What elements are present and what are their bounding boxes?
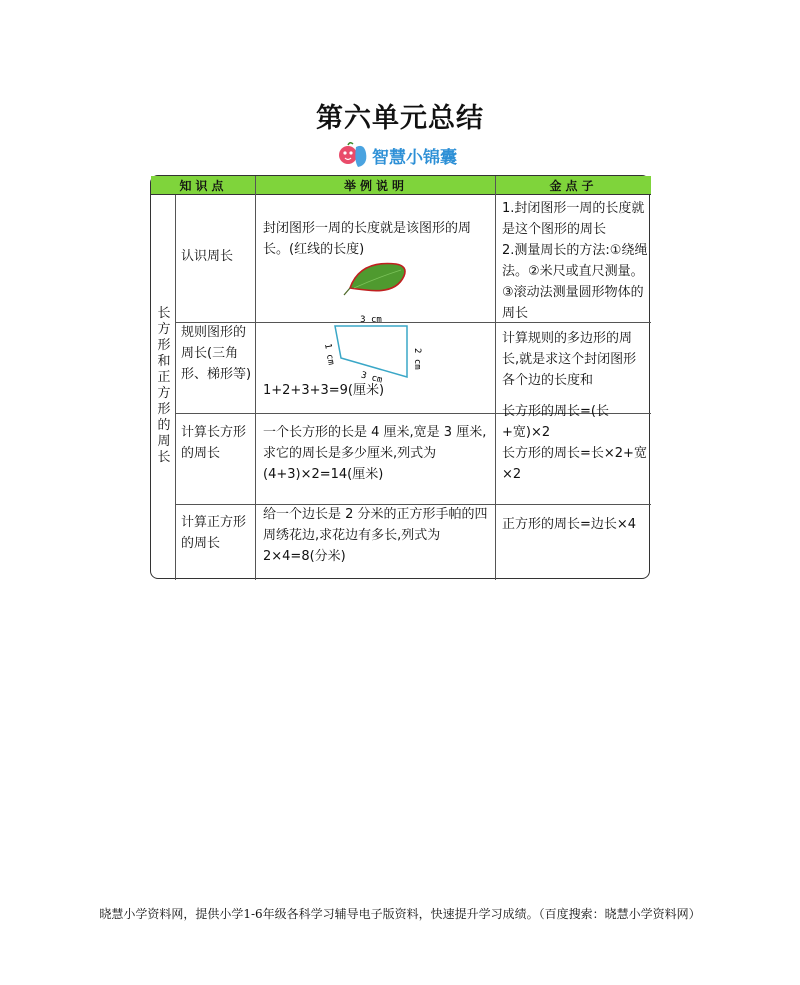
- trapezoid-figure: [321, 315, 451, 386]
- header-tip: 金点子: [496, 176, 651, 195]
- tip-cell: 长方形的周长=(长+宽)×2 长方形的周长=长×2+宽×2: [502, 404, 647, 482]
- mascot-icon: [336, 139, 370, 171]
- topic-cell: 计算正方形的周长: [181, 515, 247, 551]
- group-label-text: 长方形和正方形的周长: [157, 306, 171, 465]
- footer-note: 晓慧小学资料网，提供小学1-6年级各科学习辅导电子版资料，快速提升学习成绩。（百度搜索：晓慧小学资料网）: [99, 907, 701, 921]
- side-label-right: 2 cm: [412, 348, 422, 370]
- topic-cell: 计算长方形的周长: [181, 425, 247, 461]
- tip-cell: 计算规则的多边形的周长,就是求这个封闭图形各个边的长度和: [502, 331, 637, 388]
- tips-badge-label: 智慧小锦囊: [372, 147, 457, 168]
- tip-cell: 1.封闭图形一周的长度就是这个图形的周长 2.测量周长的方法:①绕绳法。②米尺或直尺测量。③滚动法测量圆形物体的周长: [502, 201, 648, 321]
- page-title: 第六单元总结: [316, 103, 484, 134]
- side-label-top: 3 cm: [360, 315, 382, 325]
- header-example: 举例说明: [256, 176, 496, 195]
- side-label-bottom: 3 cm: [359, 370, 384, 386]
- example-cell: 一个长方形的长是 4 厘米,宽是 3 厘米,求它的周长是多少厘米,列式为(4+3)×2=14(厘米): [263, 425, 487, 482]
- summary-table: [150, 175, 650, 579]
- topic-cell: 规则图形的周长(三角形、梯形等): [181, 325, 252, 382]
- example-cell: 封闭图形一周的长度就是该图形的周长。(红线的长度): [263, 221, 472, 257]
- side-label-left: 1 cm: [322, 342, 336, 366]
- topic-cell: 认识周长: [181, 249, 234, 264]
- header-topic: 知识点: [151, 176, 256, 195]
- tip-cell: 正方形的周长=边长×4: [502, 517, 637, 532]
- group-label: [153, 306, 175, 466]
- leaf-image: [346, 258, 408, 296]
- tips-badge: [336, 138, 457, 172]
- example-cell: 给一个边长是 2 分米的正方形手帕的四周绣花边,求花边有多长,列式为 2×4=8(分米): [263, 507, 488, 564]
- example-cell: 1+2+3+3=9(厘米): [263, 383, 385, 398]
